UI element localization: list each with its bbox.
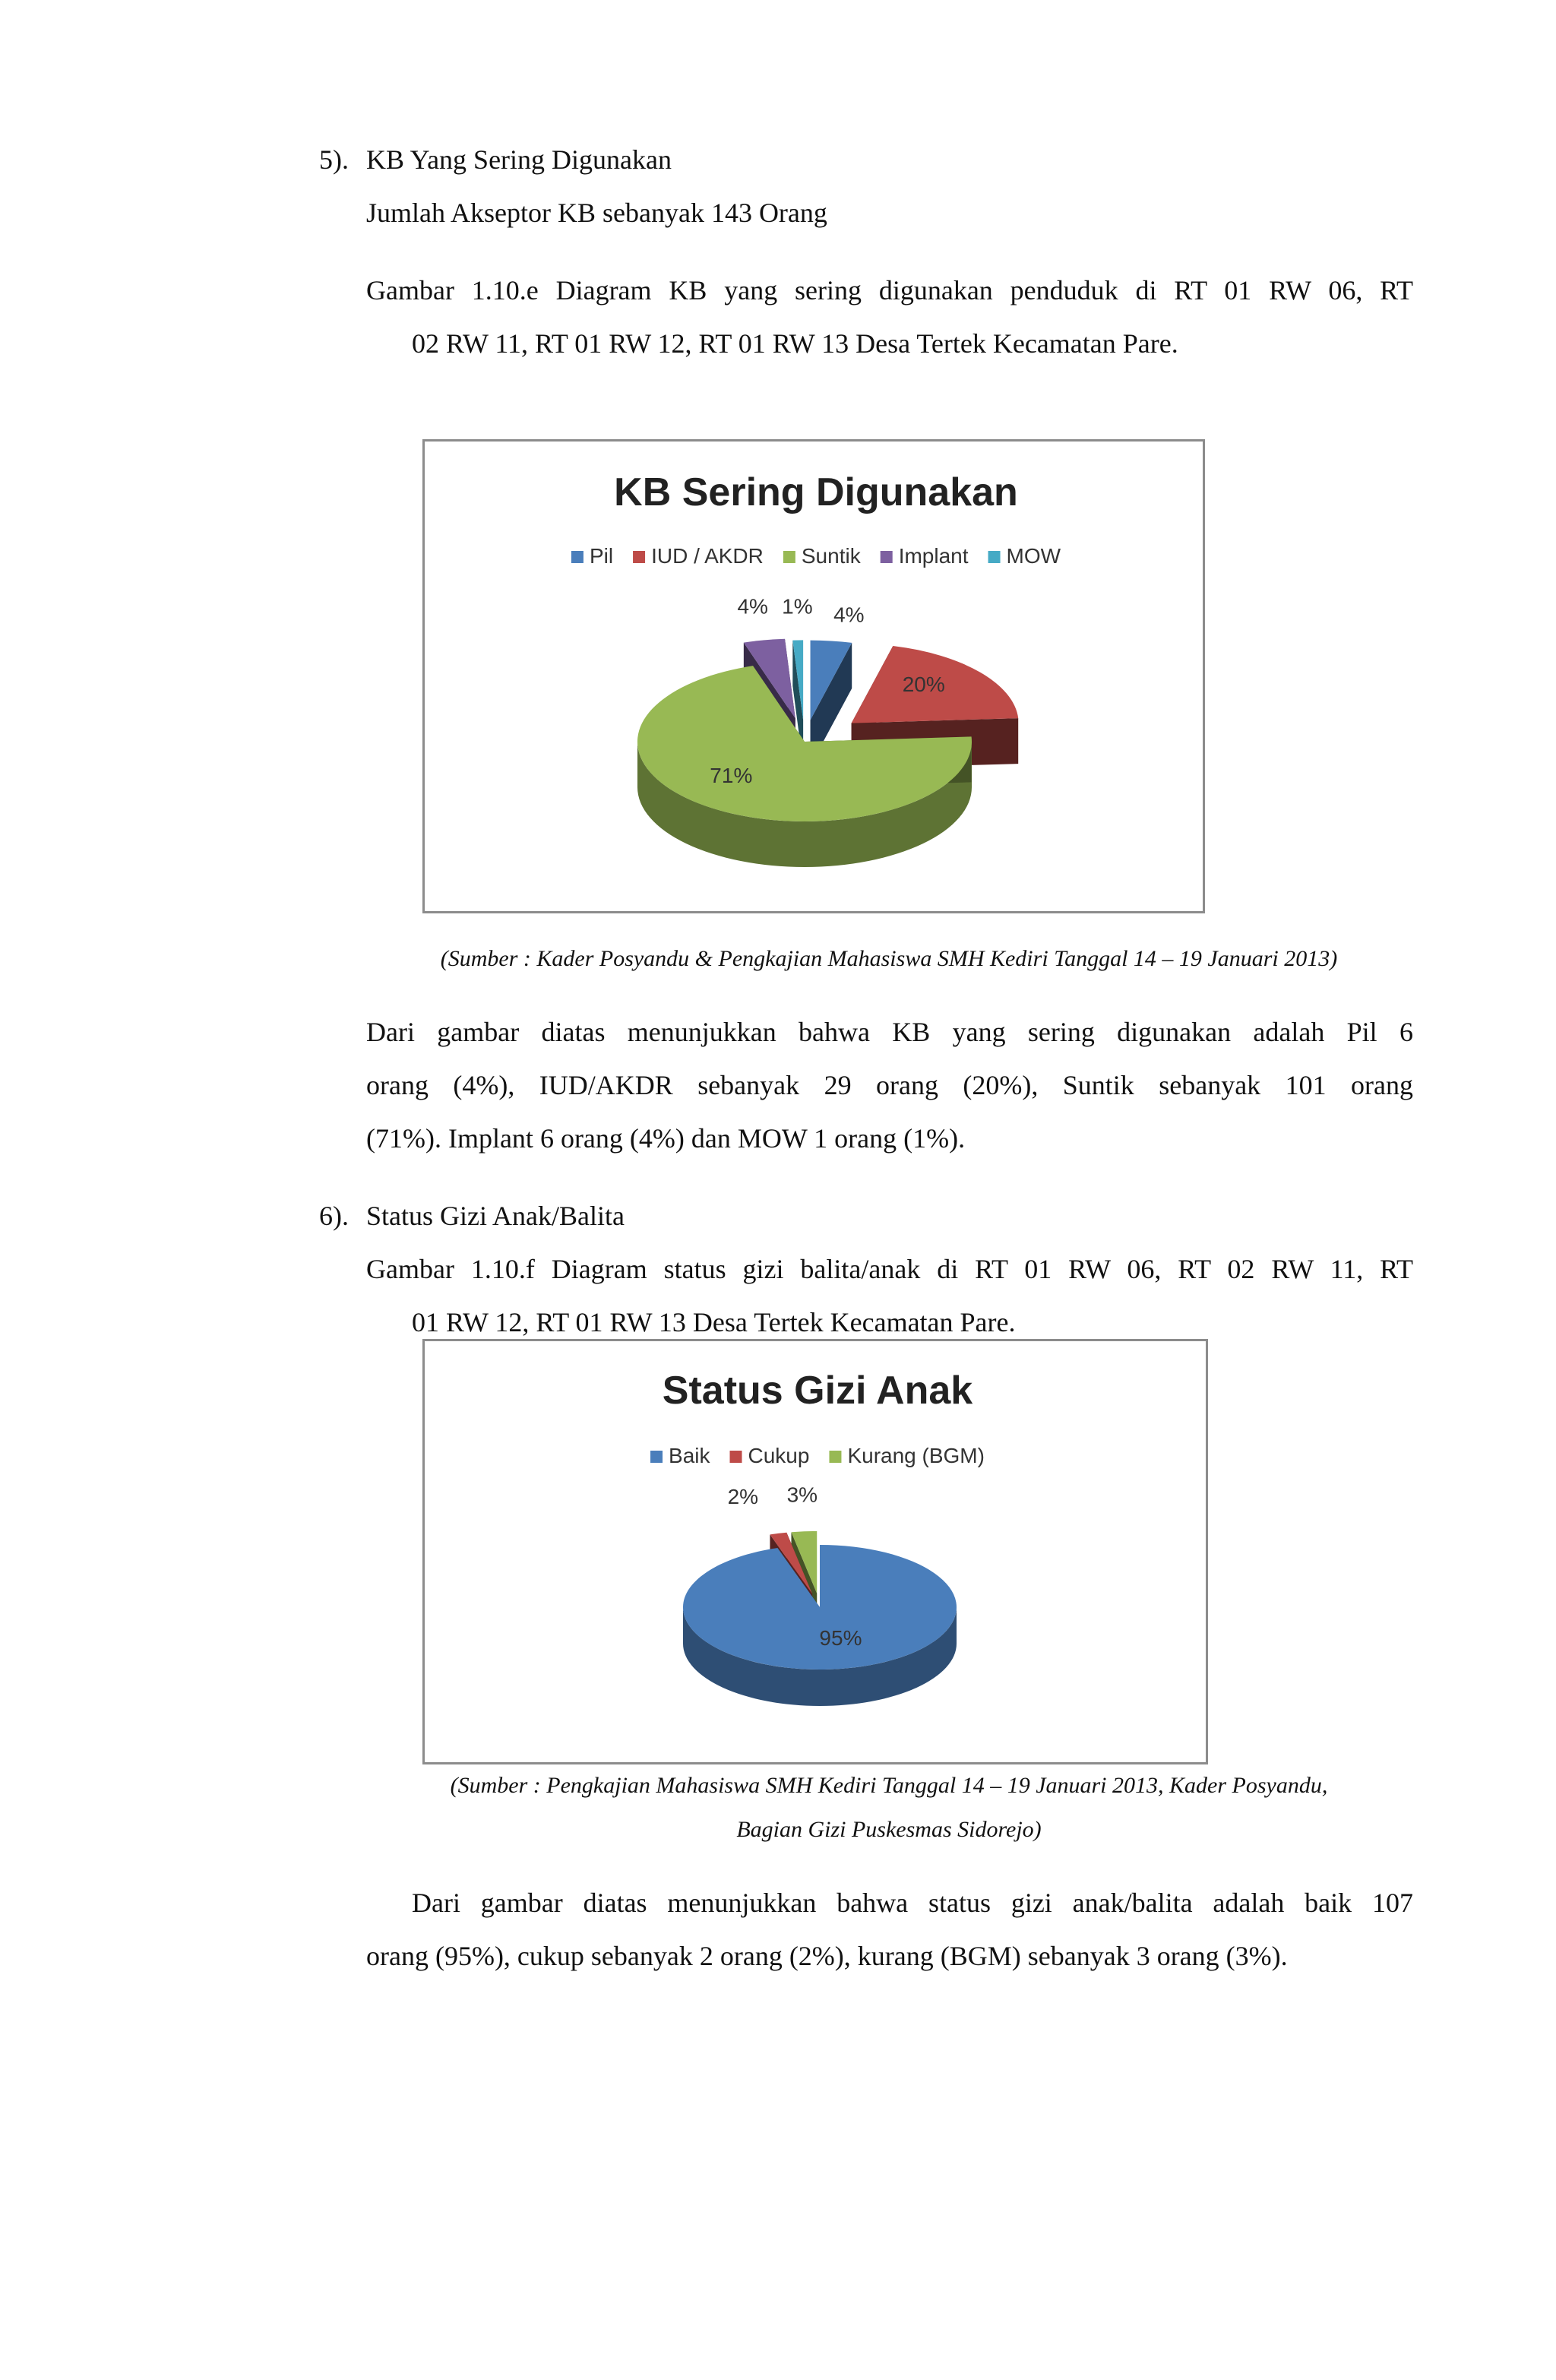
source-note: (Sumber : Pengkajian Mahasiswa SMH Kediri Tanggal 14 – 19 Januari 2013, Kader Posyandu, [450,1773,1328,1798]
data-label-pil: 4% [833,603,865,627]
legend-item-baik [650,1444,710,1467]
legend-swatch [829,1451,841,1463]
chart-kb-svg [425,442,1207,916]
data-label-implant: 4% [737,594,768,619]
chart-title: Status Gizi Anak [662,1369,973,1413]
paragraph-line: orang (4%), IUD/AKDR sebanyak 29 orang (20%), Suntik sebanyak 101 orang [366,1070,1413,1100]
section-subheading: Jumlah Akseptor KB sebanyak 143 Orang [366,198,827,228]
section-number: 6). [319,1201,349,1231]
slice-top [683,1545,957,1669]
legend-swatch [881,551,893,563]
legend-item-pil [571,544,613,568]
data-label-suntik: 71% [710,763,753,787]
chart-legend [650,1444,985,1467]
data-label-cukup: 2% [727,1485,759,1509]
data-label-mow: 1% [782,594,813,619]
legend-label: MOW [1006,544,1061,568]
legend-label: Cukup [748,1444,810,1467]
chart-gizi [422,1339,1208,1764]
legend-label: Pil [589,544,614,568]
source-note: (Sumber : Kader Posyandu & Pengkajian Mahasiswa SMH Kediri Tanggal 14 – 19 Januari 2013) [440,946,1338,971]
data-label-kurang-bgm: 3% [786,1483,818,1507]
paragraph-line: Dari gambar diatas menunjukkan bahwa KB yang sering digunakan adalah Pil 6 [366,1017,1413,1047]
source-note-cont: Bagian Gizi Puskesmas Sidorejo) [736,1817,1042,1842]
legend-swatch [783,551,795,563]
paragraph-line: Dari gambar diatas menunjukkan bahwa status gizi anak/balita adalah baik 107 [412,1888,1413,1918]
figure-caption-cont: 02 RW 11, RT 01 RW 12, RT 01 RW 13 Desa Tertek Kecamatan Pare. [412,328,1178,359]
figure-caption-cont: 01 RW 12, RT 01 RW 13 Desa Tertek Kecamatan Pare. [412,1307,1016,1337]
legend-label: Suntik [801,544,861,568]
legend-label: Kurang (BGM) [847,1444,985,1467]
legend-label: IUD / AKDR [651,544,764,568]
data-label-baik: 95% [819,1626,862,1650]
legend-label: Baik [669,1444,710,1467]
legend-item-implant [881,544,969,568]
legend-item-suntik [783,544,862,568]
legend-swatch [988,551,1001,563]
legend-swatch [571,551,584,563]
legend-swatch [633,551,645,563]
chart-gizi-svg [425,1341,1210,1767]
chart-legend [571,544,1061,568]
section-heading: Status Gizi Anak/Balita [366,1201,625,1231]
figure-caption: Gambar 1.10.e Diagram KB yang sering digunakan penduduk di RT 01 RW 06, RT [366,275,1413,305]
paragraph-line: (71%). Implant 6 orang (4%) dan MOW 1 orang (1%). [366,1123,966,1154]
pie-slice-baik [683,1545,957,1706]
section-heading: KB Yang Sering Digunakan [366,144,672,175]
legend-item-iud-akdr [633,544,764,568]
chart-title: KB Sering Digunakan [614,470,1018,514]
legend-swatch [730,1451,742,1463]
legend-item-cukup [730,1444,810,1467]
data-label-iud-akdr: 20% [902,673,945,697]
section-number: 5). [319,144,349,175]
legend-swatch [650,1451,663,1463]
figure-caption: Gambar 1.10.f Diagram status gizi balita/anak di RT 01 RW 06, RT 02 RW 11, RT [366,1254,1413,1284]
legend-item-mow [988,544,1061,568]
chart-kb [422,439,1205,913]
paragraph-line: orang (95%), cukup sebanyak 2 orang (2%), kurang (BGM) sebanyak 3 orang (3%). [366,1941,1288,1971]
legend-label: Implant [898,544,969,568]
legend-item-kurang-bgm [829,1444,985,1467]
